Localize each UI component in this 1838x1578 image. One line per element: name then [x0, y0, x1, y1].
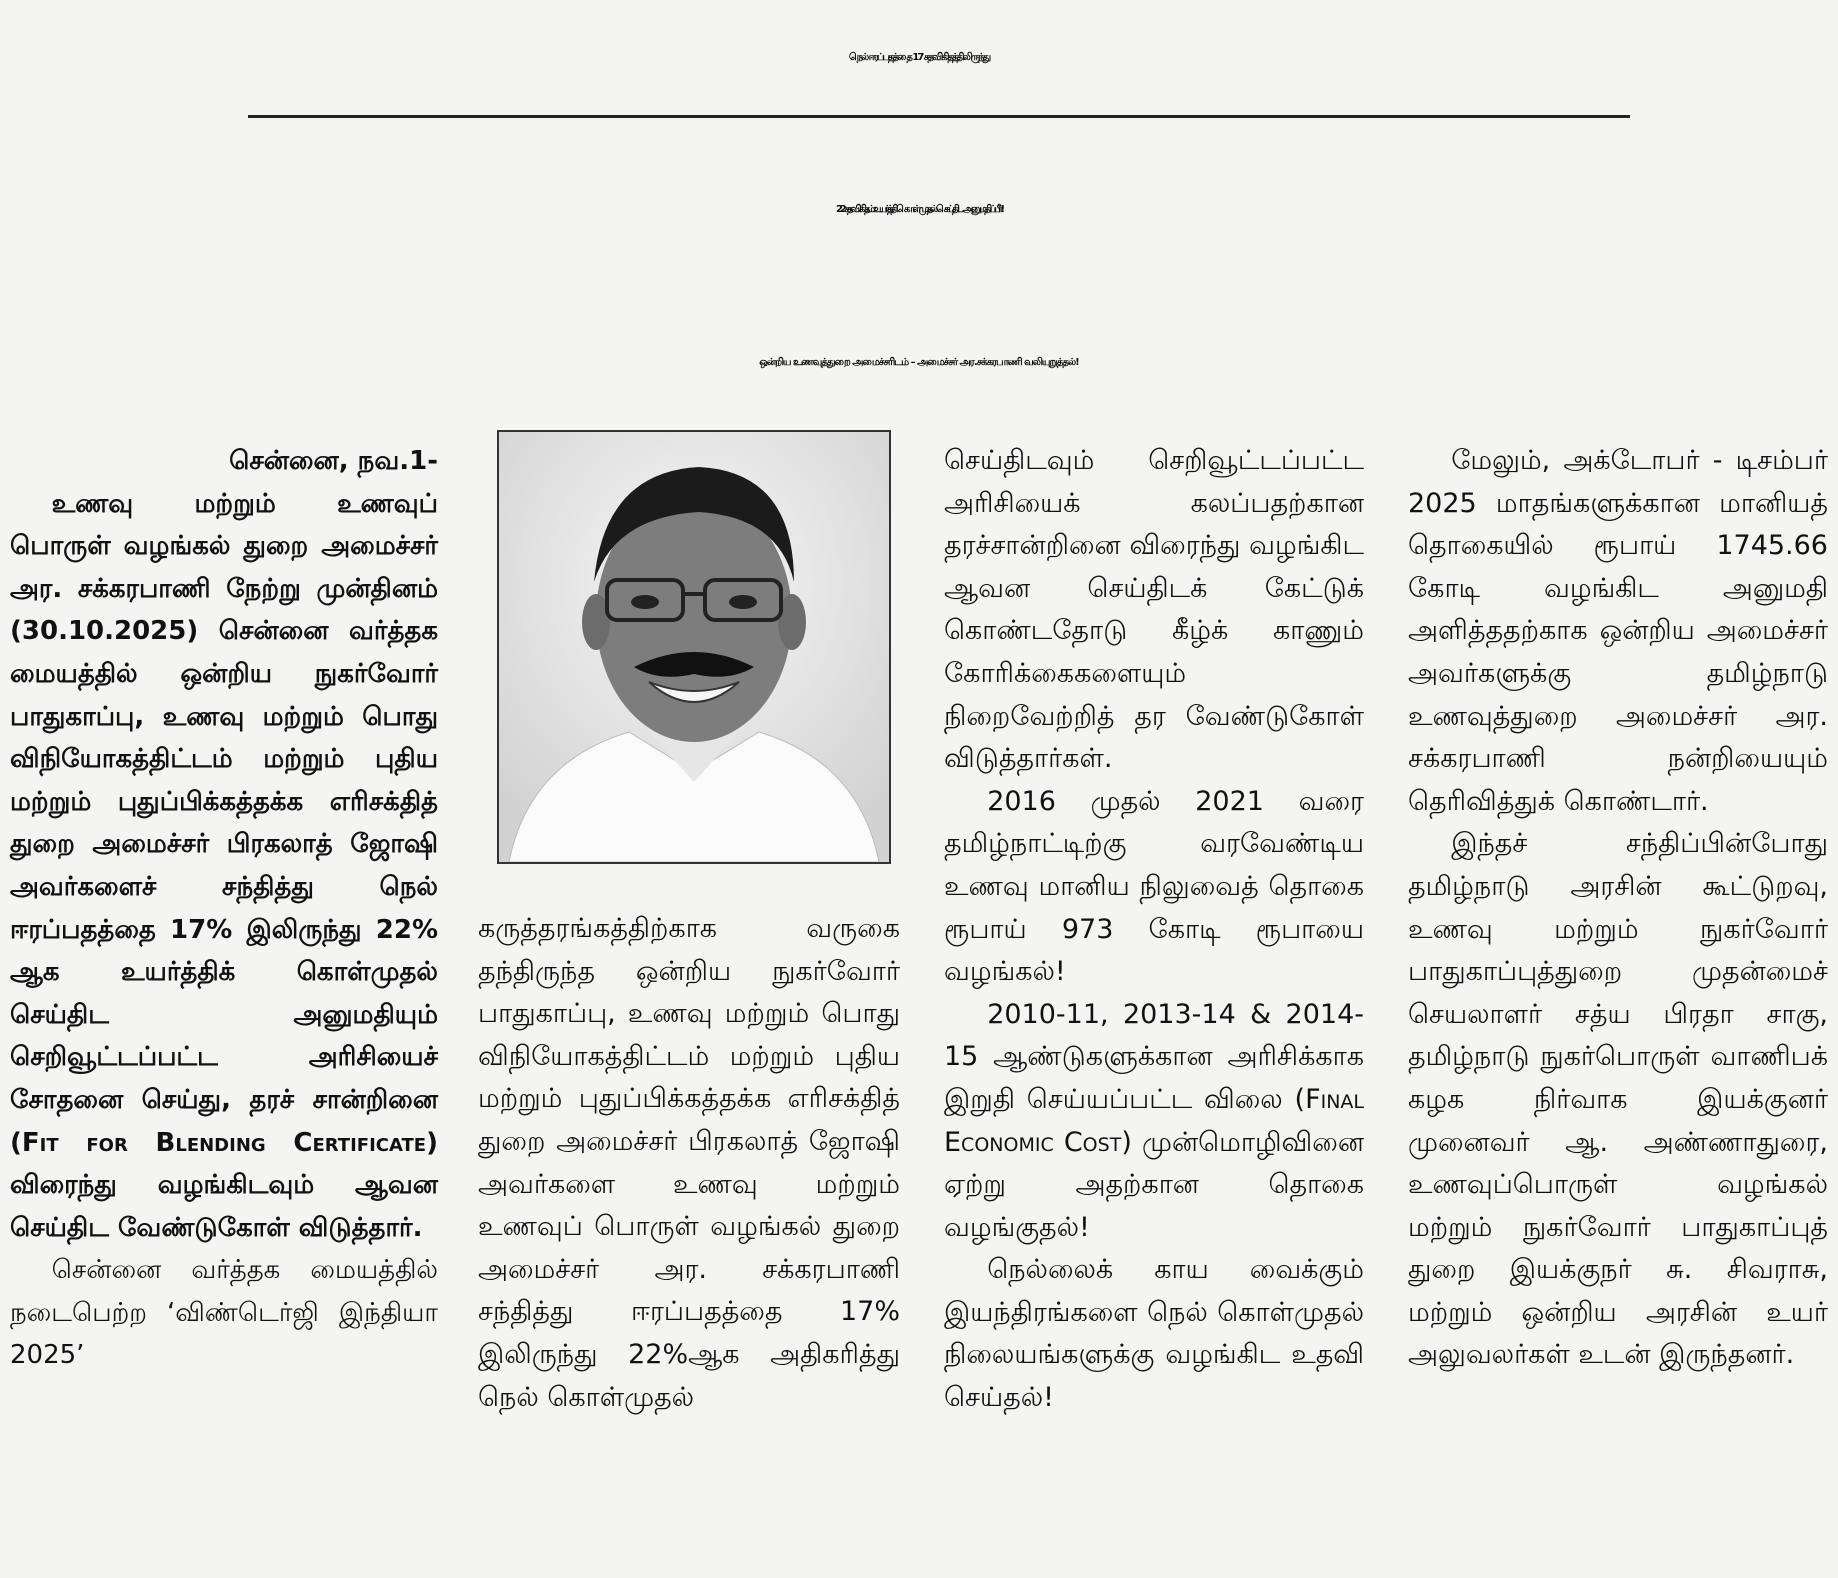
paragraph — [944, 994, 1364, 1250]
fit-for-blending-term: Fit for Blending Certificate — [21, 1127, 427, 1158]
subheadline: ஒன்றிய உணவுத்துறை அமைச்சரிடம் – அமைச்சர் அர.சக்கரபாணி வலியுறுத்தல்! — [759, 357, 1079, 368]
paragraph: கருத்தரங்கத்திற்காக வருகை தந்திருந்த ஒன்றிய நுகர்வோர் பாதுகாப்பு, உணவு மற்றும் பொது விநியோகத்திட்டம் மற்றும் புதிய மற்றும் புதுப்பிக்கத்தக்க எரிசக்தித் துறை அமைச்சர் பிரகலாத் ஜோஷி அவர்களை உணவு மற்றும் உணவுப் பொருள் வழங்கல் துறை அமைச்சர் அர. சக்கரபாணி சந்தித்து ஈரப்பதத்தை 17% இலிருந்து 22%ஆக அதிகரித்து நெல் கொள்முதல் — [478, 913, 900, 1413]
article-column-3 — [944, 440, 1364, 1420]
article-column-1 — [10, 440, 438, 1377]
headline-line-2: 22 சதவிகிதம் உயர்த்தி கொள்முதல் செய்திட அனுமதிப்பீர்! — [835, 204, 1003, 215]
headline-line-1: நெல் ஈரப்பதத்தை 17 சதவிகிதத்திலிருந்து — [848, 52, 990, 63]
paragraph: மேலும், அக்டோபர் - டிசம்பர் 2025 மாதங்களுக்கான மானியத் தொகையில் ரூபாய் 1745.66 கோடி வழங்கிட அனுமதி அளித்ததற்காக ஒன்றிய அமைச்சர் அவர்களுக்கு தமிழ்நாடு உணவுத்துறை அமைச்சர் அர. சக்கரபாணி நன்றியையும் தெரிவித்துக் கொண்டார். — [1408, 445, 1828, 817]
portrait-illustration — [499, 432, 889, 862]
article-column-2 — [478, 908, 900, 1419]
paragraph: நெல்லைக் காய வைக்கும் இயந்திரங்களை நெல் கொள்முதல் நிலையங்களுக்கு வழங்கிட உதவி செய்தல்! — [944, 1254, 1364, 1414]
paragraph: இந்தச் சந்திப்பின்போது தமிழ்நாடு அரசின் கூட்டுறவு, உணவு மற்றும் நுகர்வோர் பாதுகாப்புத்துறை முதன்மைச் செயலாளர் சத்ய பிரதா சாகு, தமிழ்நாடு நுகர்பொருள் வாணிபக் கழக நிர்வாக இயக்குனர் முனைவர் ஆ. அண்ணாதுரை, உணவுப்பொருள் வழங்கல் மற்றும் நுகர்வோர் பாதுகாப்புத் துறை இயக்குநர் சு. சிவராசு, மற்றும் ஒன்றிய அரசின் உயர் அலுவலர்கள் உடன் இருந்தனர். — [1408, 828, 1828, 1371]
paragraph-text: ) முன்மொழிவினை ஏற்று அதற்கான தொகை வழங்குதல்! — [944, 1126, 1364, 1243]
article-column-4 — [1408, 440, 1828, 1377]
paragraph-text: உணவு மற்றும் உணவுப் பொருள் வழங்கல் துறை அமைச்சர் அர. சக்கரபாணி நேற்று முன்தினம் (30.10.2025) சென்னை வர்த்தக மையத்தில் ஒன்றிய நுகர்வோர் பாதுகாப்பு, உணவு மற்றும் பொது விநியோகத்திட்டம் மற்றும் புதிய மற்றும் புதுப்பிக்கத்தக்க எரிசக்தித் துறை அமைச்சர் பிரகலாத் ஜோஷி அவர்களைச் சந்தித்து நெல் ஈரப்பதத்தை 17% இலிருந்து 22% ஆக உயர்த்திக் கொள்முதல் செய்திட அனுமதியும் செறிவூட்டப்பட்ட அரிசியைச் சோதனை செய்து, தரச் சான்றினை ( — [10, 488, 438, 1158]
final-economic-cost-term: Final Economic Cost — [944, 1083, 1364, 1158]
paragraph-text: ) விரைந்து வழங்கிடவும் ஆவன செய்திட வேண்டுகோள் விடுத்தார். — [10, 1127, 438, 1243]
minister-portrait-photo — [497, 430, 891, 864]
paragraph: சென்னை வர்த்தக மையத்தில் நடைபெற்ற ‘விண்டெர்ஜி இந்தியா 2025’ — [10, 1255, 438, 1371]
paragraph: செய்திடவும் செறிவூட்டப்பட்ட அரிசியைக் கலப்பதற்கான தரச்சான்றினை விரைந்து வழங்கிட ஆவன செய்திடக் கேட்டுக் கொண்டதோடு கீழ்க் காணும் கோரிக்கைகளையும் நிறைவேற்றித் தர வேண்டுகோள் விடுத்தார்கள். — [944, 445, 1364, 775]
headline-rule — [248, 115, 1630, 118]
paragraph: 2016 முதல் 2021 வரை தமிழ்நாட்டிற்கு வரவேண்டிய உணவு மானிய நிலுவைத் தொகை ரூபாய் 973 கோடி ரூபாயை வழங்கல்! — [944, 785, 1364, 988]
paragraph-text: 2010-11, 2013-14 & 2014-15 ஆண்டுகளுக்கான அரிசிக்காக இறுதி செய்யப்பட்ட விலை ( — [944, 998, 1364, 1115]
dateline: சென்னை, நவ.1- — [229, 446, 438, 476]
paragraph — [10, 483, 438, 1250]
